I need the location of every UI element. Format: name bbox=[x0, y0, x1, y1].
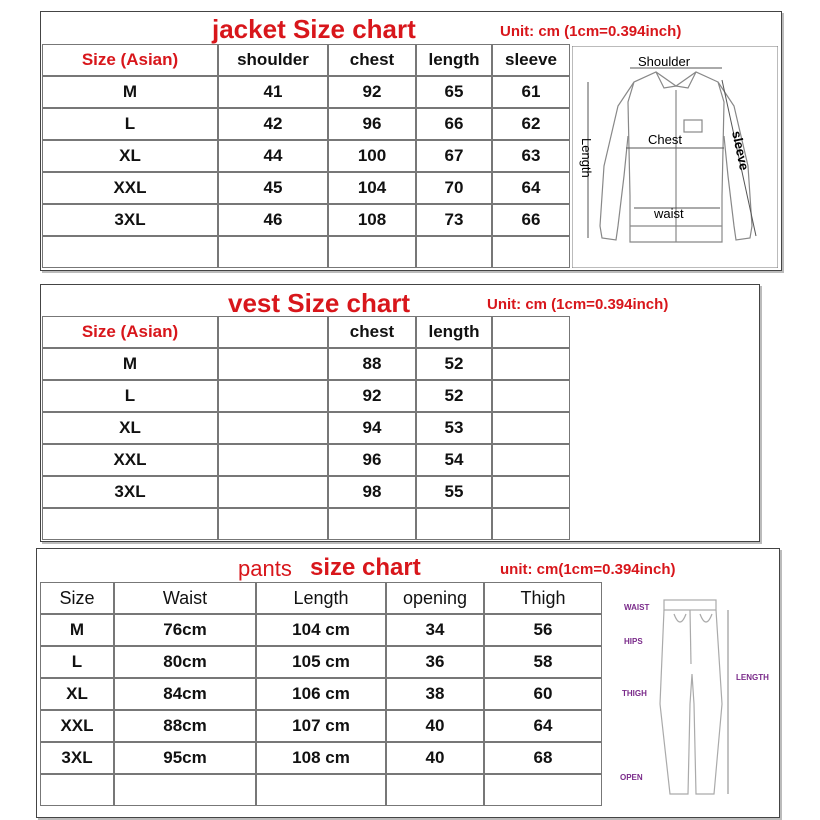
pants-data-cell: 106 cm bbox=[256, 678, 386, 710]
pants-data-cell: 104 cm bbox=[256, 614, 386, 646]
jacket-data-cell: 63 bbox=[492, 140, 570, 172]
jacket-header-cell: Size (Asian) bbox=[42, 44, 218, 76]
vest-cell bbox=[328, 508, 416, 540]
jacket-data-cell: 66 bbox=[492, 204, 570, 236]
pants-data-cell: 64 bbox=[484, 710, 602, 742]
pants-header-cell: Size bbox=[40, 582, 114, 614]
jacket-data-cell: 44 bbox=[218, 140, 328, 172]
pants-waist-value: 95 bbox=[163, 748, 183, 767]
pants-waist-unit: cm bbox=[182, 652, 207, 671]
vest-cell bbox=[492, 476, 570, 508]
pants-title-a: pants bbox=[238, 556, 292, 581]
jacket-cell bbox=[218, 236, 328, 268]
jacket-cell bbox=[42, 236, 218, 268]
pants-header-cell: Thigh bbox=[484, 582, 602, 614]
jacket-cell bbox=[492, 236, 570, 268]
jacket-data-cell: 73 bbox=[416, 204, 492, 236]
vest-data-cell bbox=[218, 444, 328, 476]
jacket-data-cell: 64 bbox=[492, 172, 570, 204]
jacket-header-cell: chest bbox=[328, 44, 416, 76]
jacket-data-cell: 70 bbox=[416, 172, 492, 204]
pants-data-cell bbox=[114, 678, 256, 710]
vest-data-cell bbox=[218, 476, 328, 508]
vest-data-cell: 52 bbox=[416, 348, 492, 380]
vest-data-cell: 54 bbox=[416, 444, 492, 476]
jacket-data-cell: 61 bbox=[492, 76, 570, 108]
jacket-data-cell: 45 bbox=[218, 172, 328, 204]
jacket-cell bbox=[328, 236, 416, 268]
vest-data-cell: 55 bbox=[416, 476, 492, 508]
vest-data-cell: 52 bbox=[416, 380, 492, 412]
jacket-length-label: Length bbox=[579, 138, 594, 178]
jacket-unit-note: Unit: cm (1cm=0.394inch) bbox=[500, 23, 682, 40]
vest-header-cell bbox=[218, 316, 328, 348]
vest-data-cell bbox=[218, 348, 328, 380]
pants-data-cell: L bbox=[40, 646, 114, 678]
pants-header-cell: opening bbox=[386, 582, 484, 614]
vest-cell bbox=[492, 444, 570, 476]
pants-data-cell: 107 cm bbox=[256, 710, 386, 742]
pants-length-label: LENGTH bbox=[736, 673, 769, 682]
vest-data-cell: XXL bbox=[42, 444, 218, 476]
jacket-header-cell: length bbox=[416, 44, 492, 76]
pants-data-cell: 40 bbox=[386, 710, 484, 742]
pants-data-cell: XL bbox=[40, 678, 114, 710]
pants-data-cell: 56 bbox=[484, 614, 602, 646]
jacket-header-cell: shoulder bbox=[218, 44, 328, 76]
vest-cell bbox=[492, 412, 570, 444]
vest-cell bbox=[218, 508, 328, 540]
pants-data-cell: 3XL bbox=[40, 742, 114, 774]
pants-data-cell: 34 bbox=[386, 614, 484, 646]
jacket-data-cell: XXL bbox=[42, 172, 218, 204]
pants-data-cell: 36 bbox=[386, 646, 484, 678]
pants-diagram bbox=[604, 584, 778, 814]
pants-data-cell: XXL bbox=[40, 710, 114, 742]
vest-cell bbox=[492, 508, 570, 540]
vest-cell bbox=[492, 380, 570, 412]
vest-header-cell: chest bbox=[328, 316, 416, 348]
vest-data-cell bbox=[218, 380, 328, 412]
pants-unit-note: unit: cm(1cm=0.394inch) bbox=[500, 561, 676, 578]
jacket-data-cell: 65 bbox=[416, 76, 492, 108]
pants-waist-unit: cm bbox=[182, 748, 207, 767]
pants-waist-value: 76 bbox=[163, 620, 183, 639]
vest-data-cell: XL bbox=[42, 412, 218, 444]
vest-data-cell bbox=[218, 412, 328, 444]
vest-data-cell: M bbox=[42, 348, 218, 380]
jacket-diagram bbox=[572, 46, 778, 268]
jacket-data-cell: 3XL bbox=[42, 204, 218, 236]
pants-empty-cell bbox=[114, 774, 256, 806]
jacket-waist-label: waist bbox=[654, 206, 684, 221]
pants-data-cell: 105 cm bbox=[256, 646, 386, 678]
pants-title-b: size chart bbox=[310, 554, 421, 581]
pants-open-label: OPEN bbox=[620, 773, 643, 782]
jacket-header-cell: sleeve bbox=[492, 44, 570, 76]
pants-outline-icon bbox=[660, 600, 722, 794]
pants-waist-unit: cm bbox=[182, 716, 207, 735]
jacket-data-cell: 100 bbox=[328, 140, 416, 172]
pants-header-cell: Waist bbox=[114, 582, 256, 614]
jacket-data-cell: 62 bbox=[492, 108, 570, 140]
jacket-data-cell: 92 bbox=[328, 76, 416, 108]
jacket-data-cell: XL bbox=[42, 140, 218, 172]
jacket-data-cell: 67 bbox=[416, 140, 492, 172]
pants-data-cell: M bbox=[40, 614, 114, 646]
pants-waist-value: 80 bbox=[163, 652, 183, 671]
vest-header-cell: Size (Asian) bbox=[42, 316, 218, 348]
vest-data-cell: 96 bbox=[328, 444, 416, 476]
pants-empty-cell bbox=[40, 774, 114, 806]
vest-cell bbox=[492, 316, 570, 348]
pants-data-cell: 40 bbox=[386, 742, 484, 774]
vest-data-cell: 53 bbox=[416, 412, 492, 444]
vest-cell bbox=[492, 348, 570, 380]
pants-data-cell: 60 bbox=[484, 678, 602, 710]
vest-unit-note: Unit: cm (1cm=0.394inch) bbox=[487, 296, 669, 313]
pants-waist-unit: cm bbox=[182, 684, 207, 703]
pants-data-cell: 68 bbox=[484, 742, 602, 774]
vest-data-cell: 88 bbox=[328, 348, 416, 380]
vest-cell bbox=[416, 508, 492, 540]
pants-waist-value: 84 bbox=[163, 684, 183, 703]
vest-title: vest Size chart bbox=[228, 288, 411, 318]
pants-empty-cell bbox=[256, 774, 386, 806]
pants-empty-cell bbox=[386, 774, 484, 806]
pants-thigh-label: THIGH bbox=[622, 689, 647, 698]
pants-waist-value: 88 bbox=[163, 716, 183, 735]
pants-data-cell bbox=[114, 614, 256, 646]
pants-data-cell bbox=[114, 742, 256, 774]
jacket-shoulder-label: Shoulder bbox=[638, 54, 691, 69]
vest-data-cell: L bbox=[42, 380, 218, 412]
jacket-data-cell: M bbox=[42, 76, 218, 108]
pants-hips-label: HIPS bbox=[624, 637, 643, 646]
pants-data-cell bbox=[114, 646, 256, 678]
vest-data-cell: 94 bbox=[328, 412, 416, 444]
pants-data-cell: 108 cm bbox=[256, 742, 386, 774]
vest-header-cell: length bbox=[416, 316, 492, 348]
jacket-data-cell: 104 bbox=[328, 172, 416, 204]
jacket-data-cell: 66 bbox=[416, 108, 492, 140]
jacket-cell bbox=[416, 236, 492, 268]
jacket-sleeve-label: sleeve bbox=[729, 129, 753, 172]
pants-waist-unit: cm bbox=[182, 620, 207, 639]
pants-data-cell bbox=[114, 710, 256, 742]
vest-data-cell: 98 bbox=[328, 476, 416, 508]
vest-data-cell: 3XL bbox=[42, 476, 218, 508]
jacket-data-cell: 41 bbox=[218, 76, 328, 108]
jacket-data-cell: 42 bbox=[218, 108, 328, 140]
jacket-title: jacket Size chart bbox=[212, 14, 416, 44]
pants-header-cell: Length bbox=[256, 582, 386, 614]
jacket-data-cell: 108 bbox=[328, 204, 416, 236]
pants-empty-cell bbox=[484, 774, 602, 806]
pants-data-cell: 58 bbox=[484, 646, 602, 678]
jacket-data-cell: 46 bbox=[218, 204, 328, 236]
vest-data-cell: 92 bbox=[328, 380, 416, 412]
pants-waist-label: WAIST bbox=[624, 603, 650, 612]
pants-data-cell: 38 bbox=[386, 678, 484, 710]
jacket-data-cell: 96 bbox=[328, 108, 416, 140]
vest-cell bbox=[42, 508, 218, 540]
jacket-chest-label: Chest bbox=[648, 132, 682, 147]
jacket-data-cell: L bbox=[42, 108, 218, 140]
